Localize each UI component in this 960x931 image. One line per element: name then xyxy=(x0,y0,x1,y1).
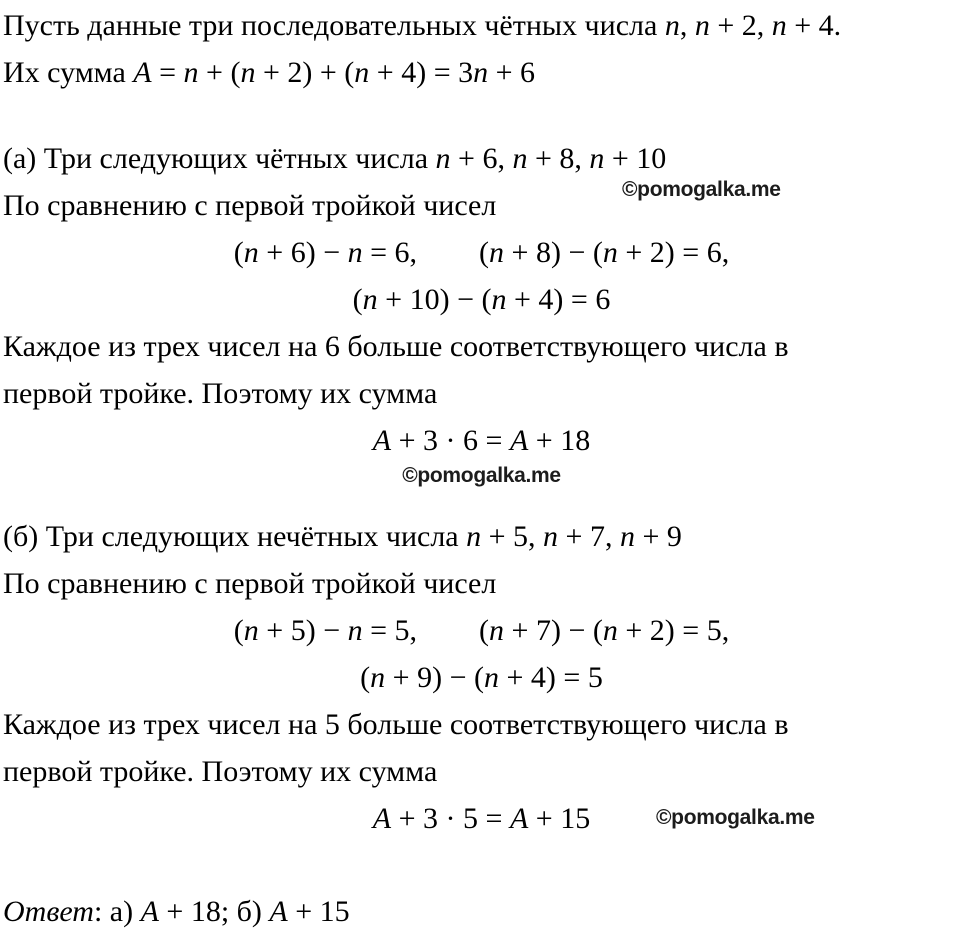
watermark-pomogalka-bottom: ©pomogalka.me xyxy=(656,806,815,829)
part-a-heading-text: (а) Три следующих чётных числа xyxy=(3,142,436,175)
part-b-equation-2: (n + 7) − (n + 2) = 5, xyxy=(479,614,730,647)
watermark-pomogalka-middle: ©pomogalka.me xyxy=(402,464,561,487)
part-a-sum-equation: A + 3 · 6 = A + 18 xyxy=(372,424,591,457)
part-b-heading xyxy=(3,513,960,560)
intro-line-1-math: n, n + 2, n + 4. xyxy=(664,9,842,42)
answer-line xyxy=(3,888,960,931)
part-b-equation-1: (n + 5) − n = 5, xyxy=(233,614,418,647)
intro-line-1 xyxy=(3,2,960,49)
part-a-equation-row-2 xyxy=(3,276,960,323)
part-b-equation-row-1 xyxy=(3,607,960,654)
part-a-equation-3: (n + 10) − (n + 4) = 6 xyxy=(352,283,611,316)
part-b-heading-math: n + 5, n + 7, n + 9 xyxy=(466,520,682,553)
part-b-conclusion-line-2: первой тройке. Поэтому их сумма xyxy=(3,755,438,788)
part-a-equation-1: (n + 6) − n = 6, xyxy=(233,236,418,269)
intro-line-2-math: A = n + (n + 2) + (n + 4) = 3n + 6 xyxy=(133,56,536,89)
intro-line-1-text: Пусть данные три последовательных чётных числа xyxy=(3,9,665,42)
part-b-compare-line: По сравнению с первой тройкой чисел xyxy=(3,567,497,600)
part-b-sum-equation: A + 3 · 5 = A + 15 xyxy=(372,802,591,835)
part-b-equation-row-2 xyxy=(3,654,960,701)
part-a-compare-line: По сравнению с первой тройкой чисел xyxy=(3,189,497,222)
part-a-equation-2: (n + 8) − (n + 2) = 6, xyxy=(479,236,730,269)
part-a-heading xyxy=(3,135,960,182)
part-a-sum-equation-row xyxy=(3,417,960,464)
intro-line-2 xyxy=(3,49,960,96)
part-a-conclusion-line-2: первой тройке. Поэтому их сумма xyxy=(3,377,438,410)
part-b-sum-equation-row xyxy=(3,795,960,842)
answer-separator-1: : а) xyxy=(93,895,141,928)
answer-math-a: A + 18 xyxy=(140,895,221,928)
watermark-pomogalka-top: ©pomogalka.me xyxy=(622,178,781,201)
intro-line-2-text: Их сумма xyxy=(3,56,134,89)
part-a-equation-row-1 xyxy=(3,229,960,276)
answer-label: Ответ xyxy=(3,895,94,928)
part-a-conclusion-line-1: Каждое из трех чисел на 6 больше соответствующего числа в xyxy=(3,330,789,363)
part-b-equation-3: (n + 9) − (n + 4) = 5 xyxy=(360,661,603,694)
part-b-conclusion-line-1: Каждое из трех чисел на 5 больше соответствующего числа в xyxy=(3,708,789,741)
part-a-heading-math: n + 6, n + 8, n + 10 xyxy=(435,142,667,175)
part-b-heading-text: (б) Три следующих нечётных числа xyxy=(3,520,467,553)
answer-math-b: A + 15 xyxy=(269,895,350,928)
answer-separator-2: ; б) xyxy=(220,895,270,928)
